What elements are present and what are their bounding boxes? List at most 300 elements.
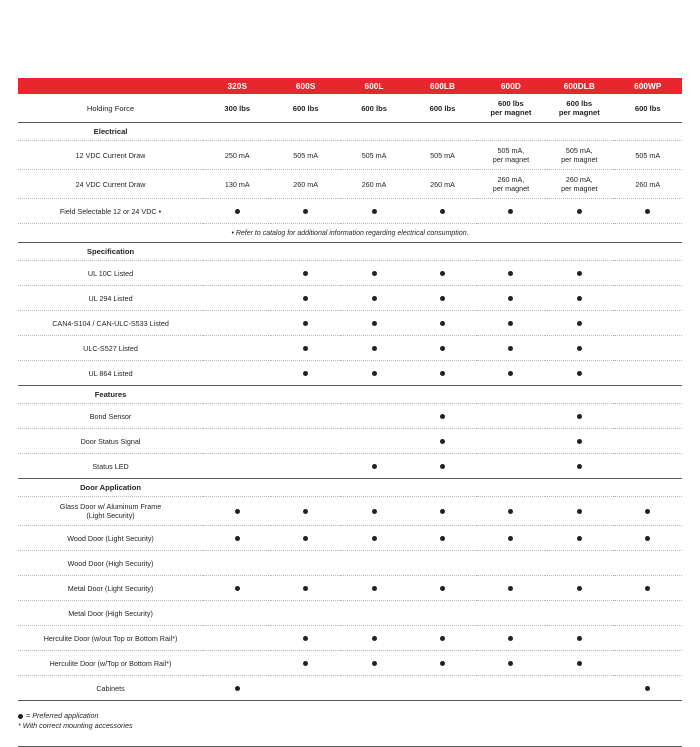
table-row <box>18 286 682 311</box>
cell-320s <box>203 123 271 141</box>
preferred-dot-icon <box>440 271 445 276</box>
cell-600l <box>340 454 408 479</box>
row-label: Electrical <box>18 123 203 141</box>
preferred-dot-icon <box>508 209 513 214</box>
cell-600d <box>477 626 545 651</box>
row-label: Door Application <box>18 479 203 497</box>
table-note-text: • Refer to catalog for additional information regarding electrical consumption. <box>18 224 682 243</box>
row-label: Metal Door (Light Security) <box>18 576 203 601</box>
footnote-preferred-text: = Preferred application <box>26 711 99 720</box>
row-label: UL 10C Listed <box>18 261 203 286</box>
cell-600wp <box>614 601 683 626</box>
cell-320s <box>203 526 271 551</box>
table-row <box>18 497 682 526</box>
cell-600l <box>340 286 408 311</box>
cell-600lb <box>408 429 476 454</box>
preferred-dot-icon <box>303 636 308 641</box>
cell-600lb <box>408 286 476 311</box>
preferred-dot-icon <box>303 661 308 666</box>
cell-600wp: 260 mA <box>614 170 683 199</box>
table-section-row <box>18 386 682 404</box>
preferred-dot-icon <box>235 586 240 591</box>
cell-600s <box>271 386 339 404</box>
header-cell-600lb: 600LB <box>408 78 476 94</box>
preferred-dot-icon <box>372 586 377 591</box>
cell-600l <box>340 676 408 701</box>
cell-600l <box>340 386 408 404</box>
row-label: Door Status Signal <box>18 429 203 454</box>
cell-600lb <box>408 479 476 497</box>
cell-600d <box>477 386 545 404</box>
cell-600lb <box>408 551 476 576</box>
cell-600d: 505 mA, per magnet <box>477 141 545 170</box>
table-section-row <box>18 243 682 261</box>
cell-320s <box>203 386 271 404</box>
preferred-dot-icon <box>303 509 308 514</box>
preferred-dot-icon <box>440 509 445 514</box>
preferred-dot-icon <box>372 661 377 666</box>
preferred-dot-icon <box>508 271 513 276</box>
cell-600lb <box>408 454 476 479</box>
cell-320s <box>203 601 271 626</box>
cell-600l <box>340 243 408 261</box>
cell-320s <box>203 311 271 336</box>
preferred-dot-icon <box>303 321 308 326</box>
preferred-dot-icon <box>508 321 513 326</box>
cell-600wp <box>614 651 683 676</box>
preferred-dot-icon <box>508 536 513 541</box>
preferred-dot-icon <box>303 271 308 276</box>
cell-600lb <box>408 601 476 626</box>
cell-600d <box>477 336 545 361</box>
preferred-dot-icon <box>440 321 445 326</box>
preferred-dot-icon <box>235 536 240 541</box>
preferred-dot-icon <box>372 509 377 514</box>
cell-600dlb <box>545 429 613 454</box>
cell-600s <box>271 576 339 601</box>
cell-600lb <box>408 386 476 404</box>
preferred-dot-icon <box>303 536 308 541</box>
header-cell-600dlb: 600DLB <box>545 78 613 94</box>
preferred-dot-icon <box>303 346 308 351</box>
table-row <box>18 336 682 361</box>
header-cell-600s: 600S <box>271 78 339 94</box>
cell-600l <box>340 261 408 286</box>
preferred-dot-icon <box>645 209 650 214</box>
row-label: Herculite Door (w/out Top or Bottom Rail*) <box>18 626 203 651</box>
row-label: UL 864 Listed <box>18 361 203 386</box>
cell-600dlb <box>545 123 613 141</box>
table-section-row <box>18 123 682 141</box>
preferred-dot-icon <box>372 271 377 276</box>
cell-600dlb: 600 lbs per magnet <box>545 94 613 123</box>
cell-320s <box>203 336 271 361</box>
cell-600lb: 505 mA <box>408 141 476 170</box>
cell-600lb <box>408 243 476 261</box>
row-label: CAN4-S104 / CAN-ULC-S533 Listed <box>18 311 203 336</box>
cell-600wp <box>614 311 683 336</box>
preferred-dot-icon <box>235 509 240 514</box>
cell-600lb <box>408 576 476 601</box>
preferred-dot-icon <box>508 586 513 591</box>
cell-600dlb <box>545 626 613 651</box>
preferred-dot-icon <box>440 636 445 641</box>
cell-600l <box>340 626 408 651</box>
cell-320s <box>203 261 271 286</box>
cell-600s <box>271 601 339 626</box>
preferred-dot-icon <box>508 661 513 666</box>
preferred-dot-icon <box>577 296 582 301</box>
cell-600wp <box>614 286 683 311</box>
cell-320s <box>203 429 271 454</box>
cell-320s <box>203 243 271 261</box>
cell-600lb: 600 lbs <box>408 94 476 123</box>
preferred-dot-icon <box>645 686 650 691</box>
cell-600s <box>271 676 339 701</box>
cell-600l <box>340 404 408 429</box>
cell-600dlb: 505 mA, per magnet <box>545 141 613 170</box>
preferred-dot-icon <box>440 371 445 376</box>
table-row <box>18 170 682 199</box>
cell-600l: 600 lbs <box>340 94 408 123</box>
bullet-dot-icon <box>18 714 23 719</box>
cell-600l <box>340 429 408 454</box>
table-row <box>18 141 682 170</box>
cell-600wp <box>614 429 683 454</box>
cell-600s <box>271 336 339 361</box>
cell-600s <box>271 361 339 386</box>
preferred-dot-icon <box>303 371 308 376</box>
cell-320s: 250 mA <box>203 141 271 170</box>
cell-600l: 505 mA <box>340 141 408 170</box>
preferred-dot-icon <box>577 209 582 214</box>
cell-600s <box>271 286 339 311</box>
cell-600wp <box>614 243 683 261</box>
cell-600dlb <box>545 551 613 576</box>
preferred-dot-icon <box>577 661 582 666</box>
cell-600lb: 260 mA <box>408 170 476 199</box>
cell-600dlb <box>545 199 613 224</box>
cell-600s <box>271 429 339 454</box>
cell-600lb <box>408 497 476 526</box>
preferred-dot-icon <box>303 586 308 591</box>
table-header-row <box>18 78 682 94</box>
table-row <box>18 651 682 676</box>
cell-320s <box>203 454 271 479</box>
preferred-dot-icon <box>577 271 582 276</box>
footnote-mounting <box>18 721 682 731</box>
cell-600s: 600 lbs <box>271 94 339 123</box>
header-cell-blank <box>18 78 203 94</box>
preferred-dot-icon <box>372 371 377 376</box>
cell-600d <box>477 404 545 429</box>
cell-600s <box>271 199 339 224</box>
row-label: Herculite Door (w/Top or Bottom Rail*) <box>18 651 203 676</box>
table-row <box>18 261 682 286</box>
preferred-dot-icon <box>440 661 445 666</box>
preferred-dot-icon <box>645 586 650 591</box>
footnotes <box>18 711 682 732</box>
preferred-dot-icon <box>440 414 445 419</box>
cell-320s <box>203 497 271 526</box>
preferred-dot-icon <box>577 509 582 514</box>
header-cell-600wp: 600WP <box>614 78 683 94</box>
cell-600d <box>477 601 545 626</box>
cell-600dlb <box>545 576 613 601</box>
preferred-dot-icon <box>303 296 308 301</box>
cell-600d: 260 mA, per magnet <box>477 170 545 199</box>
row-label: Metal Door (High Security) <box>18 601 203 626</box>
cell-600wp <box>614 576 683 601</box>
preferred-dot-icon <box>235 209 240 214</box>
cell-600lb <box>408 311 476 336</box>
preferred-dot-icon <box>645 509 650 514</box>
cell-600dlb <box>545 479 613 497</box>
cell-600s <box>271 497 339 526</box>
cell-600dlb <box>545 311 613 336</box>
cell-600d <box>477 651 545 676</box>
specification-table <box>18 78 682 701</box>
cell-600dlb <box>545 243 613 261</box>
cell-320s <box>203 404 271 429</box>
cell-600dlb: 260 mA, per magnet <box>545 170 613 199</box>
cell-320s: 300 lbs <box>203 94 271 123</box>
cell-600d <box>477 429 545 454</box>
cell-600lb <box>408 651 476 676</box>
cell-600l: 260 mA <box>340 170 408 199</box>
cell-600s <box>271 626 339 651</box>
cell-600d <box>477 199 545 224</box>
cell-600l <box>340 311 408 336</box>
cell-600dlb <box>545 336 613 361</box>
preferred-dot-icon <box>440 586 445 591</box>
cell-600s <box>271 311 339 336</box>
cell-600d <box>477 261 545 286</box>
preferred-dot-icon <box>440 439 445 444</box>
row-label: UL 294 Listed <box>18 286 203 311</box>
table-row <box>18 404 682 429</box>
cell-600s <box>271 261 339 286</box>
cell-600lb <box>408 336 476 361</box>
cell-600d <box>477 243 545 261</box>
cell-600lb <box>408 199 476 224</box>
table-note-row <box>18 224 682 243</box>
preferred-dot-icon <box>372 209 377 214</box>
row-label: 12 VDC Current Draw <box>18 141 203 170</box>
row-label: Status LED <box>18 454 203 479</box>
cell-600s <box>271 123 339 141</box>
cell-600wp <box>614 526 683 551</box>
cell-600s <box>271 243 339 261</box>
cell-320s <box>203 361 271 386</box>
preferred-dot-icon <box>372 636 377 641</box>
cell-600wp <box>614 404 683 429</box>
preferred-dot-icon <box>508 296 513 301</box>
cell-600d <box>477 497 545 526</box>
preferred-dot-icon <box>508 509 513 514</box>
preferred-dot-icon <box>372 346 377 351</box>
row-label: 24 VDC Current Draw <box>18 170 203 199</box>
preferred-dot-icon <box>235 686 240 691</box>
preferred-dot-icon <box>577 371 582 376</box>
row-label: ULC-S527 Listed <box>18 336 203 361</box>
cell-600l <box>340 361 408 386</box>
footnote-preferred <box>18 711 682 721</box>
cell-320s <box>203 576 271 601</box>
table-row <box>18 429 682 454</box>
cell-600d <box>477 123 545 141</box>
preferred-dot-icon <box>577 321 582 326</box>
cell-600wp <box>614 551 683 576</box>
cell-600l <box>340 123 408 141</box>
row-label: Wood Door (Light Security) <box>18 526 203 551</box>
preferred-dot-icon <box>508 346 513 351</box>
preferred-dot-icon <box>577 464 582 469</box>
cell-600d <box>477 311 545 336</box>
preferred-dot-icon <box>508 371 513 376</box>
cell-600dlb <box>545 286 613 311</box>
table-section-row <box>18 479 682 497</box>
cell-600wp <box>614 676 683 701</box>
table-row <box>18 311 682 336</box>
preferred-dot-icon <box>577 536 582 541</box>
table-row <box>18 601 682 626</box>
cell-600dlb <box>545 386 613 404</box>
row-label: Wood Door (High Security) <box>18 551 203 576</box>
cell-600dlb <box>545 497 613 526</box>
cell-600dlb <box>545 404 613 429</box>
cell-600d <box>477 551 545 576</box>
cell-320s <box>203 551 271 576</box>
cell-600d <box>477 454 545 479</box>
cell-600dlb <box>545 454 613 479</box>
cell-600lb <box>408 526 476 551</box>
cell-600wp <box>614 336 683 361</box>
cell-600lb <box>408 676 476 701</box>
table-row <box>18 526 682 551</box>
cell-320s <box>203 199 271 224</box>
header-cell-600l: 600L <box>340 78 408 94</box>
cell-600dlb <box>545 361 613 386</box>
preferred-dot-icon <box>372 296 377 301</box>
cell-600lb <box>408 361 476 386</box>
preferred-dot-icon <box>440 346 445 351</box>
cell-600s: 260 mA <box>271 170 339 199</box>
preferred-dot-icon <box>440 536 445 541</box>
row-label: Features <box>18 386 203 404</box>
preferred-dot-icon <box>372 464 377 469</box>
cell-600d <box>477 576 545 601</box>
cell-600dlb <box>545 261 613 286</box>
table-row <box>18 626 682 651</box>
cell-600s <box>271 551 339 576</box>
cell-600d <box>477 676 545 701</box>
cell-600l <box>340 526 408 551</box>
cell-600wp <box>614 361 683 386</box>
cell-600wp <box>614 626 683 651</box>
preferred-dot-icon <box>372 536 377 541</box>
cell-320s <box>203 626 271 651</box>
cell-600s <box>271 404 339 429</box>
cell-320s <box>203 479 271 497</box>
cell-600dlb <box>545 651 613 676</box>
row-label: Glass Door w/ Aluminum Frame (Light Security) <box>18 497 203 526</box>
cell-600l <box>340 576 408 601</box>
row-label: Bond Sensor <box>18 404 203 429</box>
preferred-dot-icon <box>577 346 582 351</box>
table-row <box>18 199 682 224</box>
cell-600dlb <box>545 526 613 551</box>
preferred-dot-icon <box>440 464 445 469</box>
row-label: Specification <box>18 243 203 261</box>
table-row <box>18 454 682 479</box>
table-row <box>18 94 682 123</box>
preferred-dot-icon <box>577 414 582 419</box>
cell-600d <box>477 286 545 311</box>
cell-600wp <box>614 386 683 404</box>
cell-600wp <box>614 261 683 286</box>
table-row <box>18 361 682 386</box>
row-label: Holding Force <box>18 94 203 123</box>
cell-600d: 600 lbs per magnet <box>477 94 545 123</box>
cell-600d <box>477 479 545 497</box>
cell-320s <box>203 286 271 311</box>
table-row <box>18 576 682 601</box>
cell-320s: 130 mA <box>203 170 271 199</box>
cell-600l <box>340 336 408 361</box>
cell-600l <box>340 479 408 497</box>
cell-600lb <box>408 404 476 429</box>
row-label: Cabinets <box>18 676 203 701</box>
preferred-dot-icon <box>303 209 308 214</box>
header-cell-600d: 600D <box>477 78 545 94</box>
cell-600s <box>271 454 339 479</box>
cell-600d <box>477 361 545 386</box>
cell-600l <box>340 497 408 526</box>
footnote-mounting-text: * With correct mounting accessories <box>18 721 133 731</box>
cell-600s <box>271 526 339 551</box>
cell-600lb <box>408 123 476 141</box>
cell-600s <box>271 651 339 676</box>
preferred-dot-icon <box>645 536 650 541</box>
cell-600l <box>340 199 408 224</box>
cell-600l <box>340 601 408 626</box>
preferred-dot-icon <box>577 439 582 444</box>
cell-600wp <box>614 199 683 224</box>
cell-600wp <box>614 454 683 479</box>
table-row <box>18 676 682 701</box>
cell-320s <box>203 651 271 676</box>
header-cell-320s: 320S <box>203 78 271 94</box>
cell-600lb <box>408 626 476 651</box>
cell-600wp: 600 lbs <box>614 94 683 123</box>
cell-600wp <box>614 497 683 526</box>
preferred-dot-icon <box>577 586 582 591</box>
cell-600l <box>340 551 408 576</box>
cell-600l <box>340 651 408 676</box>
cell-600wp <box>614 123 683 141</box>
cell-600wp: 505 mA <box>614 141 683 170</box>
cell-600lb <box>408 261 476 286</box>
preferred-dot-icon <box>440 209 445 214</box>
row-label: Field Selectable 12 or 24 VDC • <box>18 199 203 224</box>
cell-600wp <box>614 479 683 497</box>
cell-600s: 505 mA <box>271 141 339 170</box>
cell-600dlb <box>545 601 613 626</box>
cell-600dlb <box>545 676 613 701</box>
cell-600d <box>477 526 545 551</box>
table-row <box>18 551 682 576</box>
